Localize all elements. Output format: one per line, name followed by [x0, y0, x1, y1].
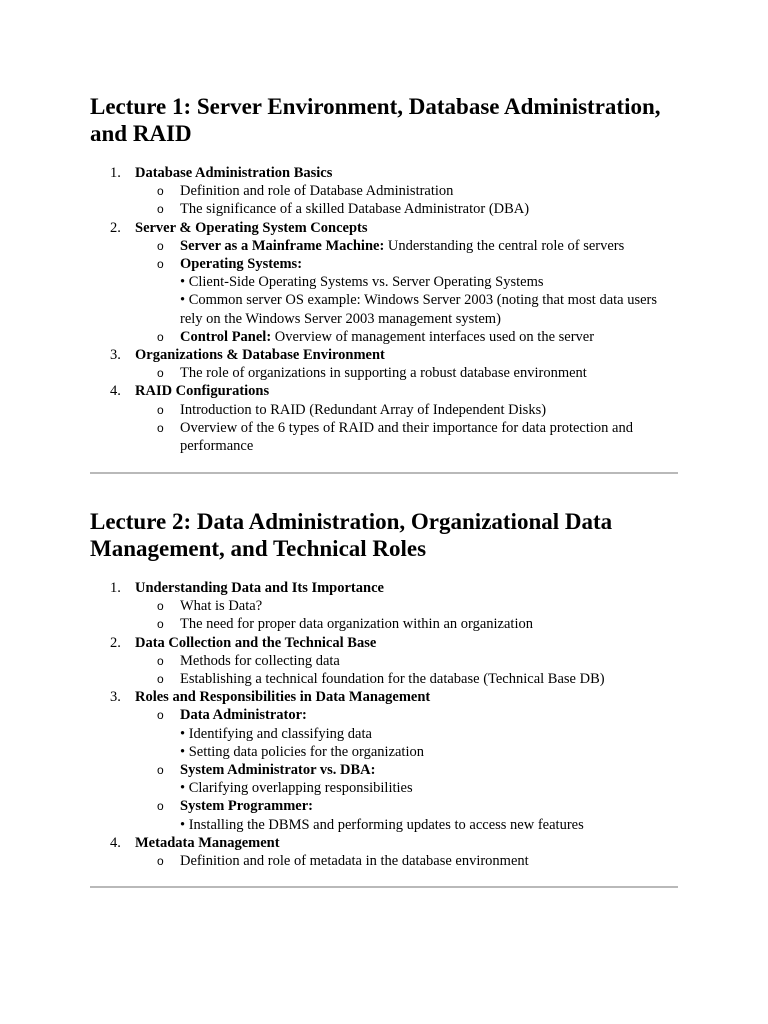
subtopic-text: Understanding the central role of servers [384, 237, 625, 254]
subtopic-list [135, 652, 678, 688]
subtopic-text: What is Data? [180, 598, 263, 615]
topic-item [90, 634, 678, 689]
subtopic-list [135, 237, 678, 346]
topic-item [90, 164, 678, 219]
bullet-marker: o [157, 854, 164, 869]
subtopic-text: The significance of a skilled Database Administrator (DBA) [180, 201, 530, 218]
subtopic-item [135, 419, 678, 455]
topic-heading: Roles and Responsibilities in Data Management [135, 689, 431, 706]
subtopic-text: Definition and role of metadata in the database environment [180, 853, 529, 870]
bullet-marker: o [157, 799, 164, 814]
bullet-marker: o [157, 599, 164, 614]
topic-number: 3. [110, 347, 121, 364]
bullet-marker: o [157, 184, 164, 199]
bullet-marker: o [157, 329, 164, 344]
subtopic-item [135, 328, 678, 346]
topic-item [90, 688, 678, 834]
subtopic-item [135, 237, 678, 255]
topic-number: 1. [110, 580, 121, 596]
topic-item [90, 219, 678, 346]
bullet-marker: o [157, 402, 164, 417]
topic-item [90, 834, 678, 870]
subtopic-bold-label: Operating Systems: [180, 256, 303, 273]
subtopic-item [135, 852, 678, 870]
topic-item [90, 579, 678, 634]
bullet-marker: o [157, 202, 164, 217]
topic-heading: Server & Operating System Concepts [135, 219, 368, 236]
subtopic-bold-label: Server as a Mainframe Machine: [180, 237, 385, 254]
subtopic-text: Overview of management interfaces used on the server [271, 328, 595, 345]
lecture-1-title: Lecture 1: Server Environment, Database Administration, and RAID [90, 94, 661, 146]
subtopic-detail: • Identifying and classifying data [180, 725, 372, 742]
subtopic-item [135, 670, 678, 688]
subtopic-text: The need for proper data organization within an organization [180, 616, 533, 633]
subtopic-text: The role of organizations in supporting a robust database environment [180, 365, 587, 382]
topic-number: 4. [110, 834, 121, 851]
subtopic-item [135, 182, 678, 200]
subtopic-list [135, 401, 678, 456]
subtopic-bold-label: Data Administrator: [180, 707, 307, 724]
subtopic-detail: • Client-Side Operating Systems vs. Server Operating Systems [180, 274, 544, 291]
bullet-marker: o [157, 672, 164, 687]
subtopic-item [135, 364, 678, 382]
bullet-marker: o [157, 257, 164, 272]
subtopic-item [135, 797, 678, 833]
bullet-marker: o [157, 617, 164, 632]
topic-number: 2. [110, 219, 121, 236]
section-divider [90, 886, 678, 888]
bullet-marker: o [157, 763, 164, 778]
subtopic-list [135, 364, 678, 382]
topic-number: 4. [110, 383, 121, 400]
subtopic-text: Overview of the 6 types of RAID and their importance for data protection and performance [180, 419, 633, 455]
lecture-1-topic-list [90, 164, 678, 455]
lecture-2-title: Lecture 2: Data Administration, Organizational Data Management, and Technical Roles [90, 509, 613, 561]
topic-number: 1. [110, 165, 121, 181]
topic-heading: Data Collection and the Technical Base [135, 634, 377, 651]
subtopic-list [135, 706, 678, 833]
subtopic-bold-label: System Programmer: [180, 798, 313, 815]
bullet-marker: o [157, 653, 164, 668]
subtopic-item [135, 761, 678, 797]
topic-heading: Organizations & Database Environment [135, 347, 385, 364]
subtopic-detail: • Installing the DBMS and performing updates to access new features [180, 816, 584, 833]
topic-heading: Metadata Management [135, 834, 280, 851]
subtopic-item [135, 615, 678, 633]
subtopic-list [135, 597, 678, 633]
subtopic-bold-label: Control Panel: [180, 328, 272, 345]
bullet-marker: o [157, 366, 164, 381]
subtopic-list [135, 852, 678, 870]
subtopic-item [135, 401, 678, 419]
section-divider [90, 472, 678, 474]
subtopic-detail: • Common server OS example: Windows Server 2003 (noting that most data users rely on the Windows Server 2003 management system) [180, 292, 658, 327]
lecture-2-topic-list [90, 579, 678, 870]
subtopic-bold-label: System Administrator vs. DBA: [180, 762, 376, 779]
subtopic-item [135, 652, 678, 670]
subtopic-item [135, 200, 678, 218]
subtopic-detail: • Setting data policies for the organization [180, 743, 424, 760]
topic-number: 2. [110, 634, 121, 651]
topic-heading: Understanding Data and Its Importance [135, 580, 384, 596]
topic-item [90, 382, 678, 455]
subtopic-item [135, 706, 678, 761]
subtopic-text: Definition and role of Database Administration [180, 183, 454, 200]
bullet-marker: o [157, 708, 164, 723]
bullet-marker: o [157, 420, 164, 435]
subtopic-text: Establishing a technical foundation for the database (Technical Base DB) [180, 671, 605, 688]
topic-item [90, 346, 678, 382]
topic-heading: RAID Configurations [135, 383, 270, 400]
subtopic-detail: • Clarifying overlapping responsibilities [180, 780, 413, 797]
bullet-marker: o [157, 238, 164, 253]
subtopic-item [135, 255, 678, 328]
subtopic-text: Methods for collecting data [180, 652, 340, 669]
subtopic-list [135, 182, 678, 218]
subtopic-item [135, 597, 678, 615]
subtopic-text: Introduction to RAID (Redundant Array of Independent Disks) [180, 401, 547, 418]
topic-number: 3. [110, 689, 121, 706]
topic-heading: Database Administration Basics [135, 165, 333, 181]
